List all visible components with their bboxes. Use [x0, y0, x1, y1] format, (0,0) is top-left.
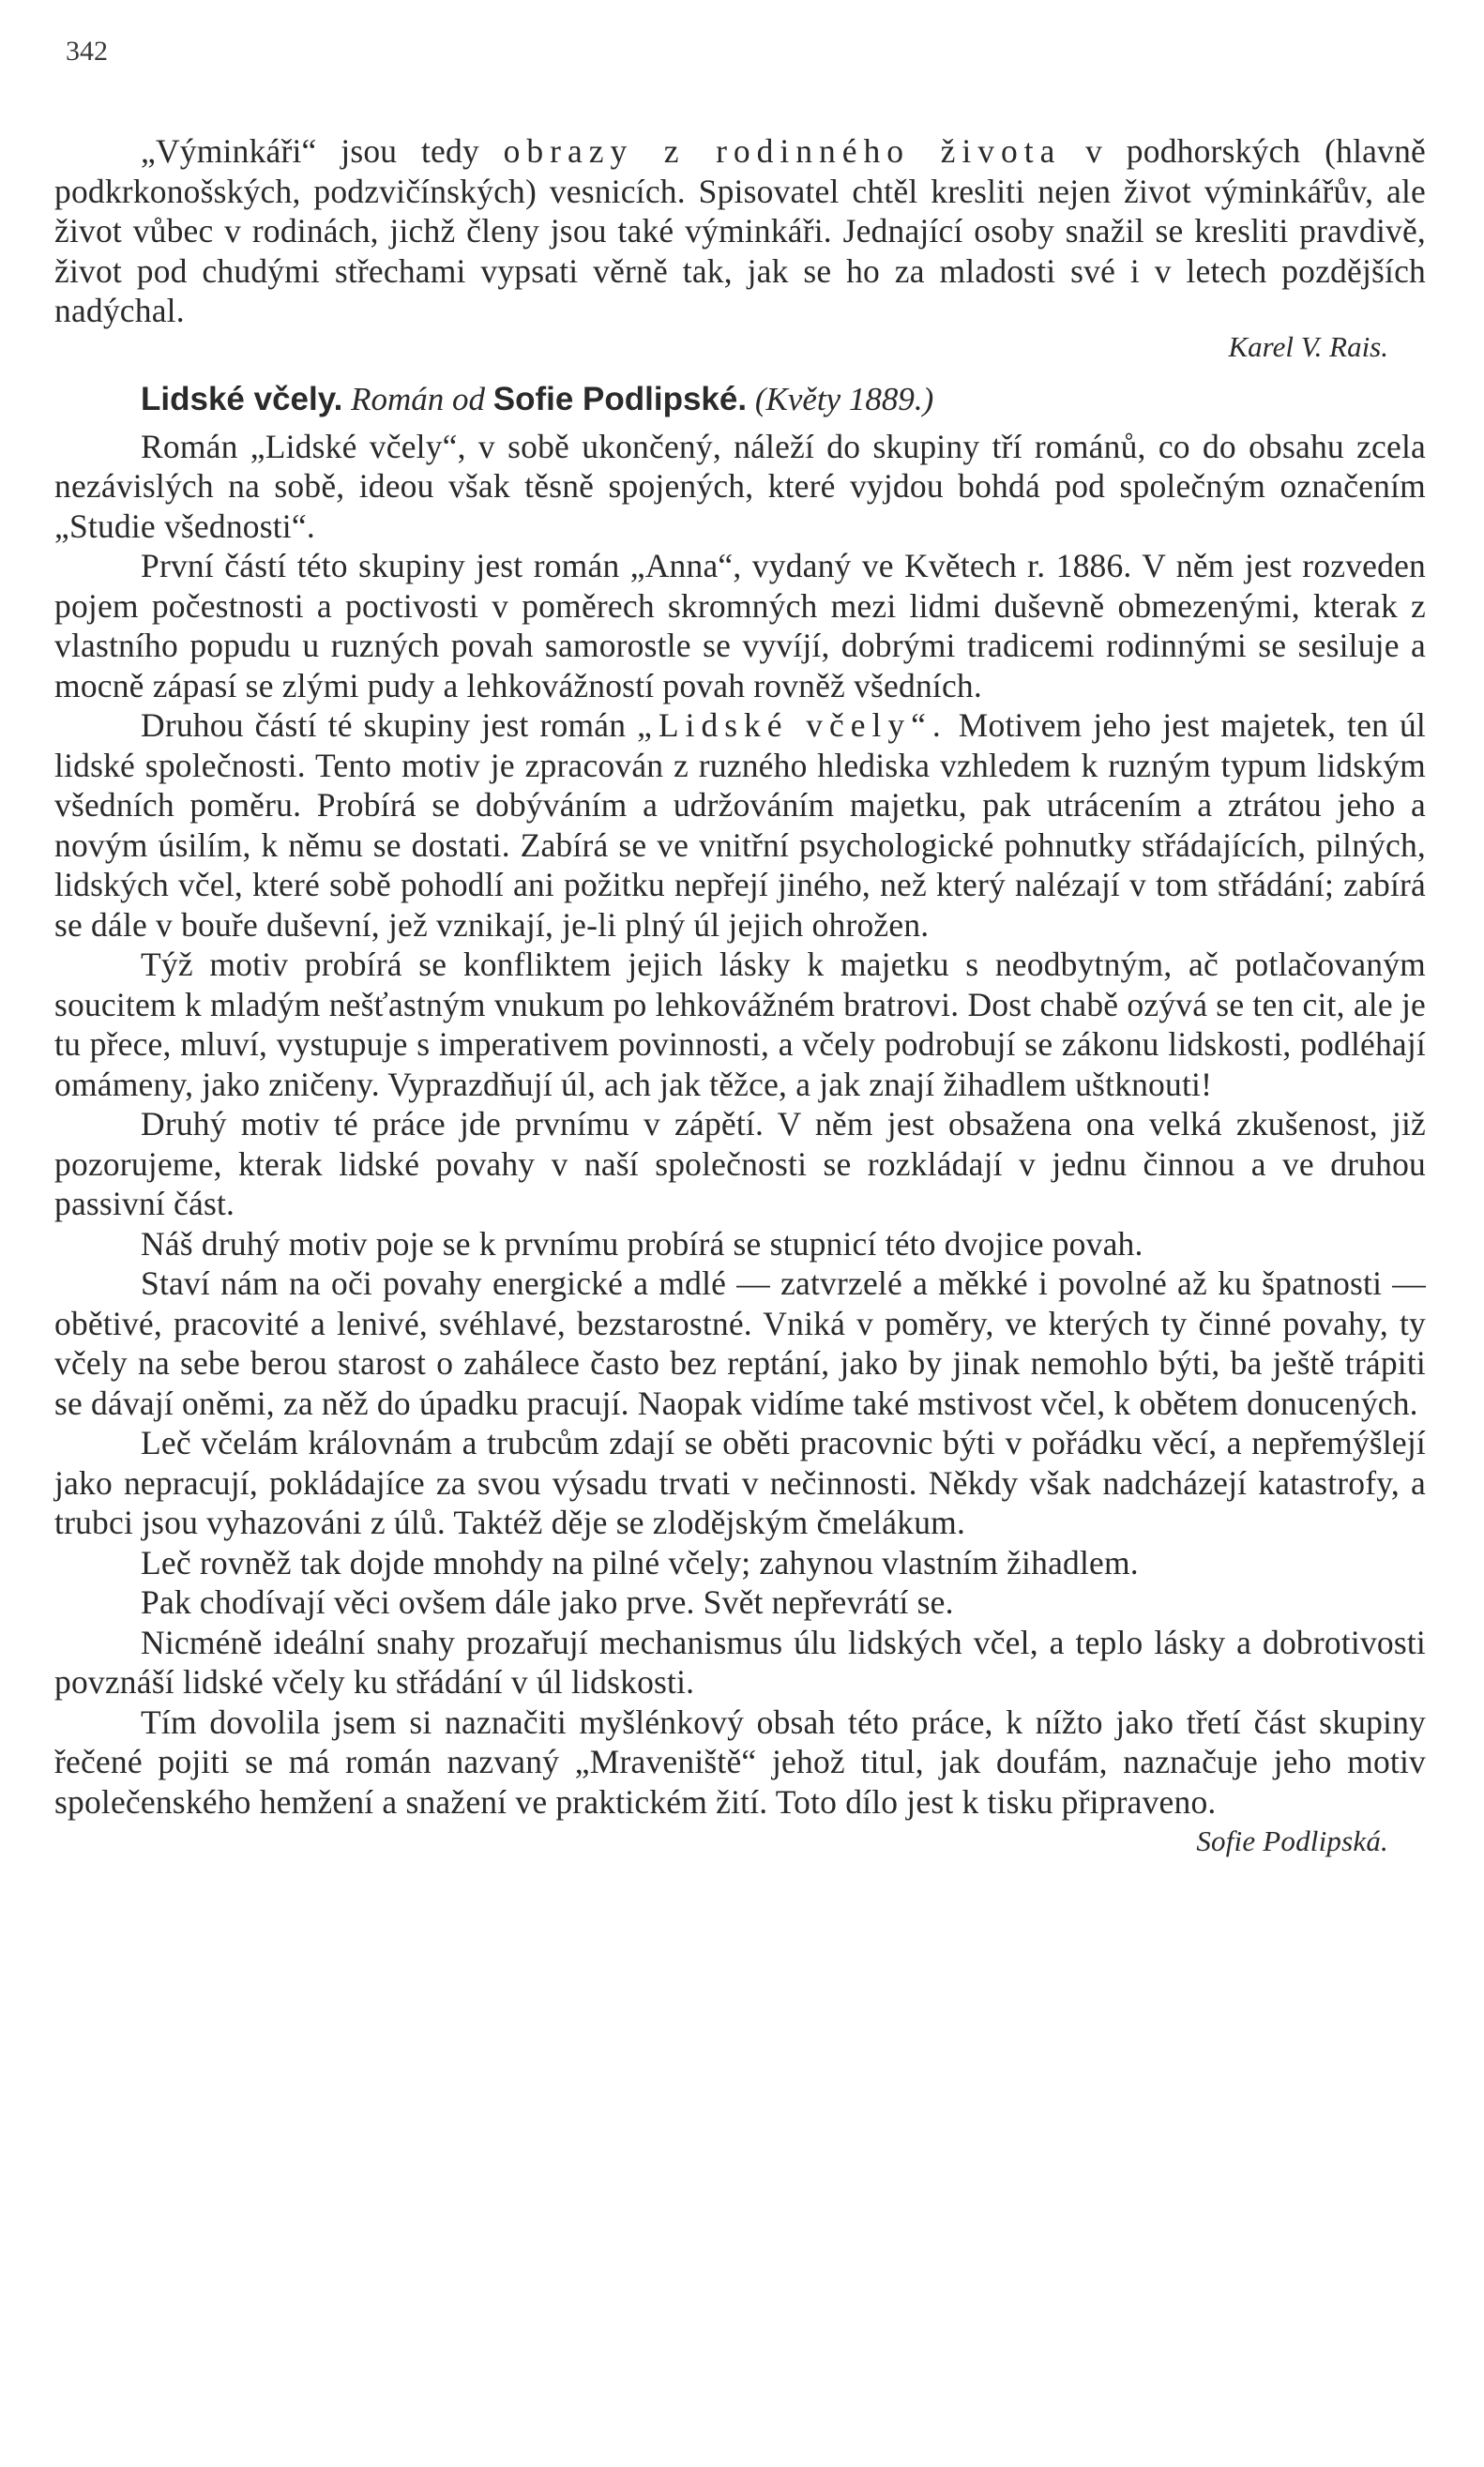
heading-source: (Květy 1889.)	[754, 380, 934, 417]
paragraph: První částí této skupiny jest román „Anna“, vydaný ve Květech r. 1886. V něm jest rozveden pojem počestnosti a poctivosti v poměrech skromných mezi lidmi duševně obmezenými, kterak z vlastního popudu u ruzných povah samorostle se vyvíjí, dobrými tradicemi rodinnými se sesiluje a mocně zápasí se zlými pudy a lehkovážností povah rovněž všedních.	[54, 547, 1426, 704]
paragraph: Román „Lidské včely“, v sobě ukončený, náleží do skupiny tří románů, co do obsahu zcela nezávislých na sobě, ideou však těsně spojených, které vyjdou bohdá pod společným označením „Studie všednosti“.	[54, 427, 1426, 545]
paragraph: Pak chodívají věci ovšem dále jako prve. Svět nepřevrátí se.	[141, 1583, 954, 1621]
heading-title: Lidské včely.	[141, 380, 343, 417]
second-part-spaced-title: „Lidské včely“.	[637, 706, 947, 744]
page-number: 342	[66, 36, 108, 67]
paragraph: Náš druhý motiv poje se k prvnímu probírá se stupnicí této dvojice povah.	[141, 1224, 1143, 1263]
intro-paragraph	[54, 131, 1426, 331]
intro-rest: v podhorských (hlavně podkrkonošských, podzvičínských) vesnicích. Spisovatel chtěl kresliti nejen život výminkářův, ale život vůbec v rodinách, jichž členy jsou také výminkáři. Jednající osoby snažil se kresliti pravdivě, život pod chudými střechami vypsati věrně tak, jak se ho za mladosti své i v letech pozdějších nadýchal.	[54, 132, 1426, 329]
closing-text: Tím dovolila jsem si naznačiti myšlénkový obsah této práce, k nížto jako třetí část skupiny řečené pojiti se má román nazvaný „Mraveniště“ jehož titul, jak doufám, naznačuje jeho motiv společenského hemžení a snažení ve praktickém žití. Toto dílo jest k tisku připraveno.	[54, 1703, 1426, 1821]
second-part-paragraph	[54, 705, 1426, 945]
intro-spaced-phrase: obrazy z rodinného života	[503, 132, 1062, 170]
paragraph: Nicméně ideální snahy prozařují mechanismus úlu lidských včel, a teplo lásky a dobrotivosti povznáší lidské včely ku střádání v úl lidskosti.	[54, 1623, 1426, 1701]
document-page	[54, 26, 1426, 2446]
paragraph: Druhý motiv té práce jde prvnímu v zápětí. V něm jest obsažena ona velká zkušenost, již pozorujeme, kterak lidské povahy v naší společnosti se rozkládají v jednu činnou a ve druhou passivní část.	[54, 1105, 1426, 1222]
closing-signature: Sofie Podlipská.	[1196, 1824, 1388, 1857]
heading-author: Sofie Podlipské.	[492, 380, 748, 417]
article-body	[54, 131, 1426, 1862]
heading-genre: Román od	[351, 380, 485, 417]
paragraph: Staví nám na oči povahy energické a mdlé — zatvrzelé a měkké i povolné až ku špatnosti — obětivé, pracovité a lenivé, svéhlavé, bezstarostné. Vniká v poměry, ve kterých ty činné povahy, ty včely na sebe berou starost o zahálece často bez reptání, jako by jinak nemohlo býti, ba ještě trápiti se dávají oněmi, za něž do úpadku pracují. Naopak vidíme také mstivost včel, k obětem donucených.	[54, 1264, 1426, 1422]
paragraph: Leč včelám královnám a trubcům zdají se oběti pracovnic býti v pořádku věcí, a nepřemýšlejí jako nepracují, pokládajíce za svou výsadu trvati v nečinnosti. Někdy však nadcházejí katastrofy, a trubci jsou vyhazováni z úlů. Taktéž děje se zlodějským čmelákum.	[54, 1424, 1426, 1541]
intro-lead: „Výminkáři“ jsou tedy	[141, 132, 479, 170]
paragraph: Leč rovněž tak dojde mnohdy na pilné včely; zahynou vlastním žihadlem.	[141, 1543, 1139, 1582]
closing-paragraph	[54, 1703, 1426, 1857]
paragraph: Týž motiv probírá se konfliktem jejich lásky k majetku s neodbytným, ač potlačovaným soucitem k mladým nešťastným vnukum po lehkovážném bratrovi. Dost chabě ozývá se ten cit, ale je tu přece, mluví, vystupuje s imperativem povinnosti, a včely podrobují se zákonu lidskosti, podléhají omámeny, jako zničeny. Vyprazdňují úl, ach jak těžce, a jak znají žihadlem uštknouti!	[54, 946, 1426, 1103]
intro-signature: Karel V. Rais.	[1228, 329, 1388, 363]
review-heading	[141, 378, 1426, 421]
second-part-lead: Druhou částí té skupiny jest román	[141, 706, 627, 744]
second-part-rest: Motivem jeho jest majetek, ten úl lidské společnosti. Tento motiv je zpracován z ruzného hlediska vzhledem k ruzným typum lidským všedních poměru. Probírá se dobýváním a udržováním majetku, pak utrácením a ztrátou jeho a novým úsilím, k němu se dostati. Zabírá se ve vnitřní psychologické pohnutky střádajících, pilných, lidských včel, které sobě pohodlí ani požitku nepřejí jiného, než který nalézají v tom střádání; zabírá se dále v bouře duševní, jež vznikají, je-li plný úl jejich ohrožen.	[54, 706, 1426, 944]
